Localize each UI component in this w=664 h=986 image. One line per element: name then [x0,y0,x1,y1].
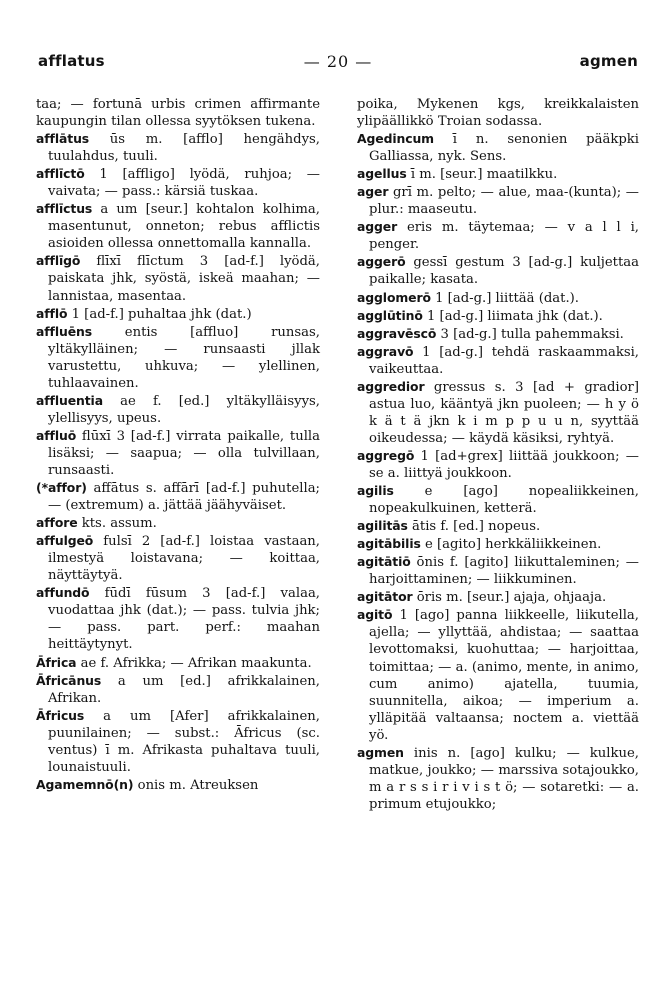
entry-definition: fūdī fūsum 3 [ad-f.] valaa, vuodattaa jhk (dat.); — pass. tulvia jhk; — pass. part. perf.: maahan heittäytynyt. [48,586,320,653]
dictionary-entry [357,535,639,553]
dictionary-entry [357,325,639,343]
dictionary-entry [357,744,639,813]
entry-headword: agitātor [357,589,413,605]
dictionary-entry [36,95,320,130]
entry-headword: Āfrica [36,654,77,670]
entry-headword: affulgeō [36,533,94,549]
entry-headword: affluentia [36,392,103,408]
dictionary-entry [357,343,639,378]
dictionary-entry [36,427,320,479]
entry-definition: entis [affluo] runsas, yltäkylläinen; — runsaasti jllak varustettu, uhkuva; — ylellinen, tuhlaavainen. [48,324,320,391]
entry-headword: agilis [357,483,394,499]
dictionary-entry [357,95,639,130]
dictionary-entry [36,479,320,514]
entry-headword: agglūtinō [357,307,423,323]
entry-headword: Agedincum [357,131,434,147]
entry-definition: flīxī flīctum 3 [ad-f.] lyödä, paiskata jhk, syöstä, iskeä maahan; — lannistaa, masentaa. [48,254,320,304]
dictionary-entry [357,165,639,183]
entry-definition: ae f. Afrikka; — Afrikan maakunta. [76,655,312,671]
entry-headword: affundō [36,585,90,601]
entry-headword: afflīgō [36,253,81,269]
dictionary-entry [357,253,639,288]
entry-definition: onis m. Atreuksen [133,777,259,793]
entry-definition: 1 [ad-f.] puhaltaa jhk (dat.) [67,306,252,322]
right-guide-word: agmen [579,52,638,70]
entry-definition: a um [ed.] afrikkalainen, Afrikan. [48,673,320,706]
dictionary-entry [36,130,320,165]
dictionary-entry [36,200,320,252]
entry-definition: taa; — fortunā urbis crimen affirmante kaupungin tilan ollessa syytöksen tukena. [36,97,320,130]
page-header [38,52,638,78]
entry-headword: affluō [36,427,77,443]
entry-headword: afflīctō [36,166,85,182]
entry-headword: Āfricus [36,707,85,723]
entry-definition: ōnis f. [agito] liikuttaleminen; — harjoittaminen; — liikkuminen. [369,555,639,588]
entry-definition: ae f. [ed.] yltäkylläisyys, ylellisyys, upeus. [48,393,320,426]
entry-definition: 3 [ad-g.] tulla pahemmaksi. [436,326,624,342]
entry-headword: afflīctus [36,201,93,217]
entry-headword: aggredior [357,378,425,394]
right-column [357,95,639,925]
entry-headword: agmen [357,744,404,760]
entry-definition: gessī gestum 3 [ad-g.] kuljettaa paikalle; kasata. [369,255,639,288]
entry-definition: 1 [ad+grex] liittää joukkoon; — se a. liittyä joukkoon. [369,448,639,481]
dictionary-entry [357,447,639,482]
entry-definition: 1 [ad-g.] liimata jhk (dat.). [422,308,603,324]
dictionary-entry [357,289,639,307]
left-guide-word: afflatus [38,52,105,70]
dictionary-entry [357,606,639,743]
dictionary-entry [36,672,320,707]
dictionary-entry [36,532,320,584]
entry-headword: agitābilis [357,536,421,552]
entry-definition: a um [seur.] kohtalon kolhima, masentunut, onneton; rebus afflictis asioiden ollessa onnettomalla kannalla. [48,202,320,252]
entry-definition: affātus s. affārī [ad-f.] puhutella; — (extremum) a. jättää jäähyväiset. [48,481,320,514]
entry-definition: ī m. [seur.] maatilkku. [406,167,558,183]
entry-definition: ōris m. [seur.] ajaja, ohjaaja. [412,590,607,606]
entry-definition: eris m. täytemaa; — v a l l i, penger. [369,220,639,253]
entry-definition: ātis f. [ed.] nopeus. [407,519,541,535]
entry-headword: agger [357,219,398,235]
dictionary-entry [357,183,639,218]
dictionary-entry [36,165,320,200]
entry-definition: e [ago] nopealiikkeinen, nopeakulkuinen, ketterä. [369,484,639,517]
entry-headword: affluēns [36,323,93,339]
entry-definition: ī n. senonien pääkpki Galliassa, nyk. Sens. [369,132,639,165]
entry-definition: a um [Afer] afrikkalainen, puunilainen; — subst.: Āfricus (sc. ventus) ī m. Afrikasta puhaltava tuuli, lounaistuuli. [48,708,320,775]
dictionary-entry [357,378,639,447]
entry-definition: flūxī 3 [ad-f.] virrata paikalle, tulla lisäksi; — saapua; — olla tulvillaan, runsaasti. [48,428,320,478]
page-number: — 20 — [303,52,373,71]
dictionary-entry [357,553,639,588]
entry-headword: aggregō [357,447,415,463]
dictionary-entry [36,392,320,427]
entry-headword: aggerō [357,254,406,270]
dictionary-entry [357,482,639,517]
dictionary-entry [36,654,320,672]
entry-definition: kts. assum. [77,516,157,532]
dictionary-entry [36,776,320,794]
entry-headword: (*affor) [36,480,87,496]
dictionary-entry [36,707,320,776]
dictionary-entry [36,323,320,392]
entry-definition: gressus s. 3 [ad + gradior] astua luo, kääntyä jkn puoleen; — h y ö k ä t ä jkn k i m p p u u n, syyttää oikeudessa; — käydä käsiksi, ryhtyä. [369,379,639,446]
dictionary-entry [36,584,320,653]
entry-definition: 1 [ad-g.] tehdä raskaammaksi, vaikeuttaa. [369,344,639,377]
entry-definition: 1 [affligo] lyödä, ruhjoa; — vaivata; — pass.: kärsiä tuskaa. [48,167,320,200]
entry-headword: afflō [36,305,68,321]
entry-headword: aggravēscō [357,325,437,341]
dictionary-entry [36,252,320,304]
entry-headword: agitō [357,607,393,623]
dictionary-entry [36,514,320,532]
dictionary-entry [36,305,320,323]
entry-headword: ager [357,184,389,200]
entry-headword: Āfricānus [36,672,102,688]
dictionary-entry [357,307,639,325]
left-column [36,95,320,925]
entry-headword: Agamemnō(n) [36,776,134,792]
entry-headword: agitātiō [357,554,411,570]
entry-headword: agellus [357,166,407,182]
entry-headword: agilitās [357,518,408,534]
entry-definition: 1 [ago] panna liikkeelle, liikutella, ajella; — yllyttää, ahdistaa; — saattaa levottomaksi, kuohuttaa; — harjoittaa, toimittaa; — a. (animo, mente, in animo, cum animo) ajatella, tuumia, suunnitella, aikoa; — imperium a. ylläpitää valtaansa; noctem a. viettää yö. [369,608,639,743]
entry-definition: fulsī 2 [ad-f.] loistaa vastaan, ilmestyä loistavana; — koittaa, näyttäytyä. [48,534,320,584]
entry-definition: ūs m. [afflo] hengähdys, tuulahdus, tuuli. [48,132,320,165]
entry-headword: agglomerō [357,289,431,305]
dictionary-entry [357,517,639,535]
entry-headword: afflātus [36,131,90,147]
entry-definition: poika, Mykenen kgs, kreikkalaisten ylipäällikkö Troian sodassa. [357,97,639,130]
dictionary-entry [357,588,639,606]
entry-definition: 1 [ad-g.] liittää (dat.). [430,290,580,306]
dictionary-entry [357,218,639,253]
entry-headword: affore [36,515,78,531]
dictionary-entry [357,130,639,165]
entry-definition: e [agito] herkkäliikkeinen. [420,537,602,553]
entry-definition: inis n. [ago] kulku; — kulkue, matkue, joukko; — marssiva sotajoukko, m a r s s i r i v i s t ö; — sotaretki: — a. primum etujoukko; [369,745,639,812]
entry-definition: grī m. pelto; — alue, maa-(kunta); — plur.: maaseutu. [369,185,639,218]
entry-headword: aggravō [357,343,414,359]
